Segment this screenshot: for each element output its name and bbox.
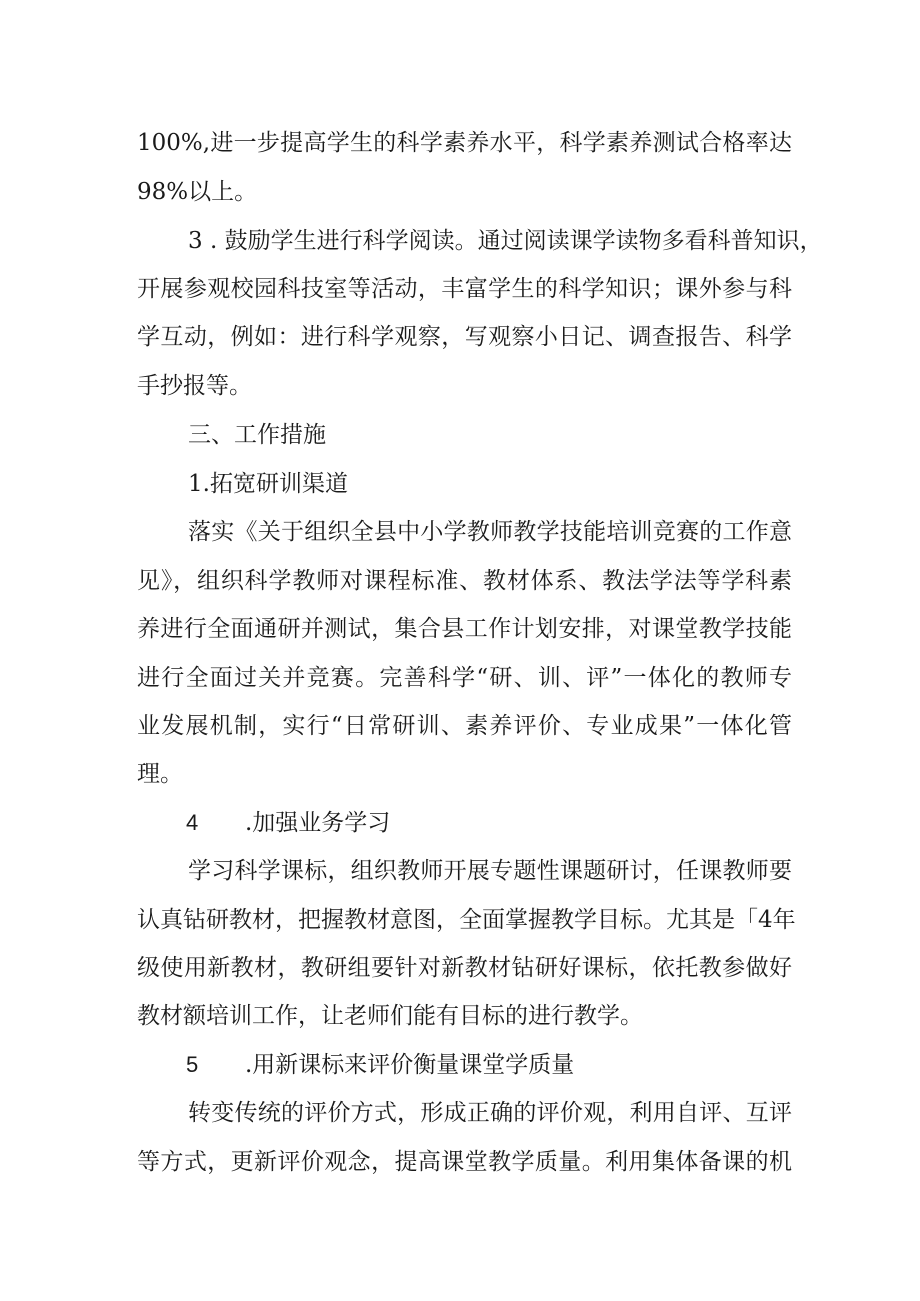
paragraph-line: 业发展机制，实行“日常研训、素养评价、专业成果”一体化管 (137, 713, 792, 739)
subsection-number-4: 4 (186, 810, 199, 835)
subsection-heading-4: .加强业务学习 (245, 810, 391, 836)
subsection-heading-5: .用新课标来评价衡量课堂学质量 (245, 1052, 575, 1078)
subsection-number-5: 5 (186, 1052, 199, 1077)
section-heading: 三、工作措施 (188, 422, 326, 448)
paragraph-line: 进行全面过关并竞赛。完善科学“研、训、评”一体化的教师专 (137, 665, 792, 691)
paragraph-line: 等方式，更新评价观念，提高课堂教学质量。利用集体备课的机 (137, 1149, 792, 1175)
paragraph-line: 手抄报等。 (137, 373, 252, 399)
subsection-heading-1: 1.拓宽研训渠道 (188, 471, 348, 497)
paragraph-line: 教材额培训工作，让老师们能有目标的进行教学。 (137, 1003, 643, 1029)
paragraph-line: 理。 (137, 761, 183, 787)
paragraph-line: 认真钻研教材，把握教材意图，全面掌握教学目标。尤其是「4年 (137, 907, 796, 933)
paragraph-line: 养进行全面通研并测试，集合县工作计划安排，对课堂教学技能 (137, 616, 792, 642)
paragraph-line: 学习科学课标，组织教师开展专题性课题研讨，任课教师要 (188, 858, 792, 884)
paragraph-line: 转变传统的评价方式，形成正确的评价观，利用自评、互评 (188, 1100, 792, 1126)
paragraph-line: 级使用新教材，教研组要针对新教材钻研好课标，依托教参做好 (137, 955, 792, 981)
paragraph-line: 学互动，例如：进行科学观察，写观察小日记、调查报告、科学 (137, 324, 792, 350)
list-item-3-line: 3 . 鼓励学生进行科学阅读。通过阅读课学读物多看科普知识， (188, 228, 823, 254)
paragraph-line: 开展参观校园科技室等活动，丰富学生的科学知识；课外参与科 (137, 276, 792, 302)
paragraph-line: 见》，组织科学教师对课程标准、教材体系、教法学法等学科素 (137, 568, 792, 594)
paragraph-line: 98%以上。 (137, 179, 258, 205)
paragraph-line: 100%,进一步提高学生的科学素养水平，科学素养测试合格率达 (137, 130, 792, 156)
paragraph-line: 落实《关于组织全县中小学教师教学技能培训竞赛的工作意 (188, 519, 792, 545)
